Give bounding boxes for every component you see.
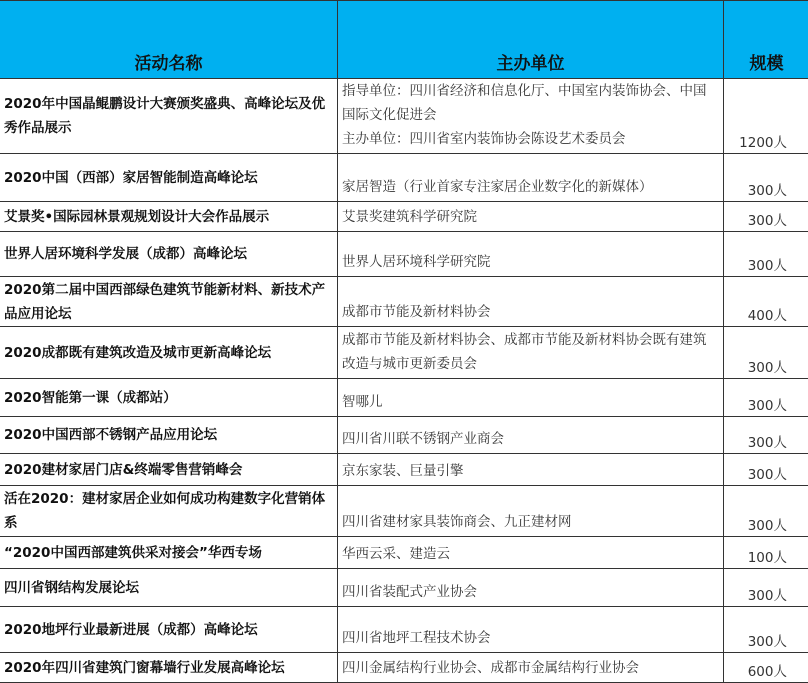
organizer-cell: 智哪儿 [338,379,724,417]
organizer-cell: 四川省装配式产业协会 [338,569,724,607]
table-row [0,486,808,537]
scale-cell: 300人 [724,327,808,379]
scale-cell: 300人 [724,417,808,454]
scale-cell: 300人 [724,454,808,486]
scale-cell: 1200人 [724,79,808,154]
header-scale: 规模 [724,1,808,79]
event-name-cell: 2020成都既有建筑改造及城市更新高峰论坛 [0,327,338,379]
event-name-cell: 世界人居环境科学发展（成都）高峰论坛 [0,232,338,277]
event-name-cell: 2020年四川省建筑门窗幕墙行业发展高峰论坛 [0,653,338,683]
table-row [0,202,808,232]
event-name-cell: 2020地坪行业最新进展（成都）高峰论坛 [0,607,338,653]
scale-cell: 300人 [724,232,808,277]
scale-cell: 400人 [724,277,808,327]
scale-cell: 300人 [724,607,808,653]
scale-cell: 600人 [724,653,808,683]
organizer-cell: 四川省地坪工程技术协会 [338,607,724,653]
organizer-cell: 四川省建材家具装饰商会、九正建材网 [338,486,724,537]
organizer-cell: 世界人居环境科学研究院 [338,232,724,277]
organizer-cell: 华西云采、建造云 [338,537,724,569]
scale-cell: 300人 [724,202,808,232]
organizer-cell: 成都市节能及新材料协会、成都市节能及新材料协会既有建筑改造与城市更新委员会 [338,327,724,379]
table-row [0,379,808,417]
event-name-cell: 2020年中国晶鲲鹏设计大赛颁奖盛典、高峰论坛及优秀作品展示 [0,79,338,154]
header-row [0,1,808,79]
header-name: 活动名称 [0,1,338,79]
event-name-cell: 2020中国（西部）家居智能制造高峰论坛 [0,154,338,202]
event-name-cell: 艾景奖•国际园林景观规划设计大会作品展示 [0,202,338,232]
organizer-cell: 家居智造（行业首家专注家居企业数字化的新媒体） [338,154,724,202]
event-name-cell: 2020第二届中国西部绿色建筑节能新材料、新技术产品应用论坛 [0,277,338,327]
event-name-cell: 四川省钢结构发展论坛 [0,569,338,607]
event-name-cell: 活在2020：建材家居企业如何成功构建数字化营销体系 [0,486,338,537]
scale-cell: 100人 [724,537,808,569]
table-row [0,79,808,154]
table-row [0,653,808,683]
organizer-cell: 京东家装、巨量引擎 [338,454,724,486]
organizer-cell: 四川金属结构行业协会、成都市金属结构行业协会 [338,653,724,683]
event-name-cell: 2020中国西部不锈钢产品应用论坛 [0,417,338,454]
event-name-cell: 2020建材家居门店&终端零售营销峰会 [0,454,338,486]
table-row [0,607,808,653]
table-row [0,327,808,379]
event-name-cell: “2020中国西部建筑供采对接会”华西专场 [0,537,338,569]
header-organizer: 主办单位 [338,1,724,79]
scale-cell: 300人 [724,569,808,607]
table-row [0,417,808,454]
table-row [0,277,808,327]
organizer-cell: 四川省川联不锈钢产业商会 [338,417,724,454]
table-row [0,232,808,277]
scale-cell: 300人 [724,379,808,417]
table-row [0,454,808,486]
organizer-cell: 成都市节能及新材料协会 [338,277,724,327]
table-row [0,569,808,607]
organizer-cell: 艾景奖建筑科学研究院 [338,202,724,232]
scale-cell: 300人 [724,154,808,202]
event-name-cell: 2020智能第一课（成都站） [0,379,338,417]
table-row [0,154,808,202]
organizer-cell: 指导单位：四川省经济和信息化厅、中国室内装饰协会、中国国际文化促进会 主办单位：四川省室内装饰协会陈设艺术委员会 [338,79,724,154]
table-row [0,537,808,569]
scale-cell: 300人 [724,486,808,537]
